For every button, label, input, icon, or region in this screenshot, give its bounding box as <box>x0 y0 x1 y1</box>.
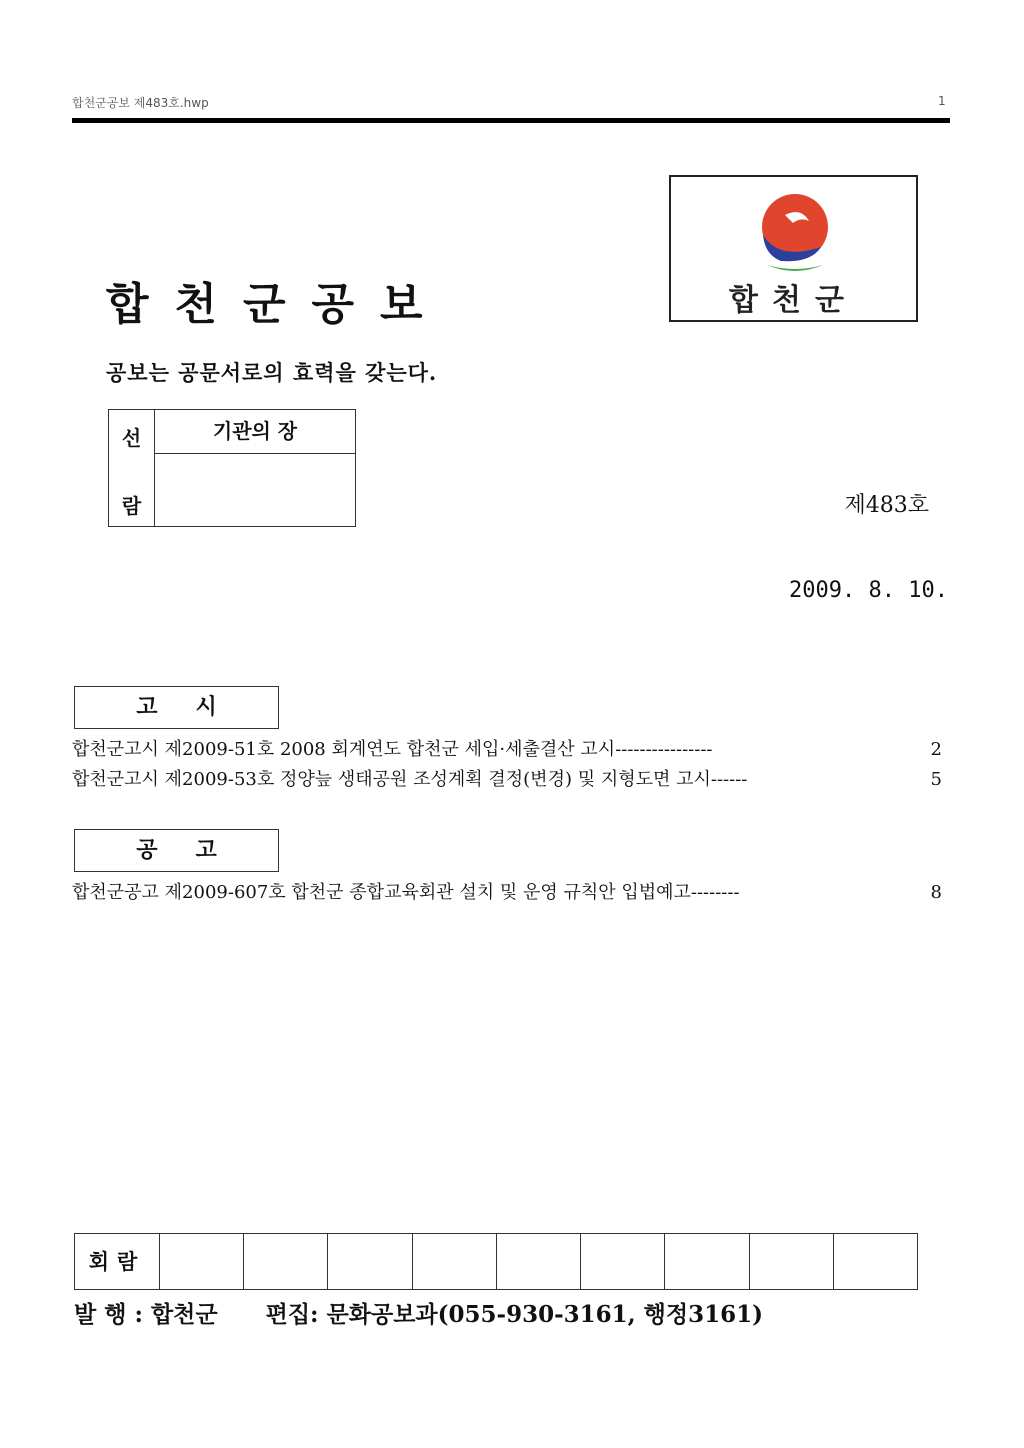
toc-item-text: 합천군고시 제2009-53호 정양늪 생태공원 조성계획 결정(변경) 및 지형도면 고시------ <box>72 769 748 790</box>
toc-item-text: 합천군공고 제2009-607호 합천군 종합교육회관 설치 및 운영 규칙안 입법예고-------- <box>72 882 740 903</box>
circulation-cell <box>160 1234 244 1289</box>
approval-label-column <box>109 410 155 526</box>
circulation-label: 회람 <box>75 1234 160 1289</box>
footer-editor: 편집: 문화공보과(055-930-3161, 행정3161) <box>265 1301 764 1328</box>
county-logo <box>669 175 918 322</box>
issue-date: 2009. 8. 10. <box>789 578 948 603</box>
circulation-cell <box>581 1234 665 1289</box>
toc-item-text: 합천군고시 제2009-51호 2008 회계연도 합천군 세입·세출결산 고시---------------- <box>72 739 713 760</box>
section-heading-notice: 고시 <box>74 686 279 729</box>
circulation-cell <box>413 1234 497 1289</box>
circulation-cell <box>750 1234 834 1289</box>
circulation-cell <box>497 1234 581 1289</box>
circulation-cell <box>244 1234 328 1289</box>
toc-item[interactable] <box>72 766 942 794</box>
issue-number: 제483호 <box>844 493 929 518</box>
document-header-title: 합천군공보 제483호.hwp <box>72 96 209 110</box>
approval-label-top: 선 <box>121 426 142 450</box>
circulation-cell <box>834 1234 917 1289</box>
circulation-cell <box>328 1234 412 1289</box>
section-heading-announcement: 공고 <box>74 829 279 872</box>
toc-item-page: 5 <box>930 769 942 790</box>
circulation-cell <box>665 1234 749 1289</box>
toc-item[interactable] <box>72 736 942 764</box>
footer-publisher: 발 행 : 합천군 <box>74 1301 218 1328</box>
header-rule <box>72 118 950 123</box>
toc-item[interactable] <box>72 879 942 907</box>
logo-text: 합천군 <box>729 283 858 318</box>
approval-header: 기관의 장 <box>155 410 355 454</box>
motto: 공보는 공문서로의 효력을 갖는다. <box>106 360 438 385</box>
approval-table <box>108 409 356 527</box>
publication-footer <box>74 1296 803 1329</box>
county-emblem-icon <box>671 177 916 287</box>
toc-item-page: 2 <box>930 739 942 760</box>
publication-title: 합천군공보 <box>106 279 449 330</box>
toc-item-page: 8 <box>930 882 942 903</box>
approval-label-bottom: 람 <box>121 494 142 518</box>
page-number: 1 <box>938 94 946 108</box>
circulation-table <box>74 1233 918 1290</box>
